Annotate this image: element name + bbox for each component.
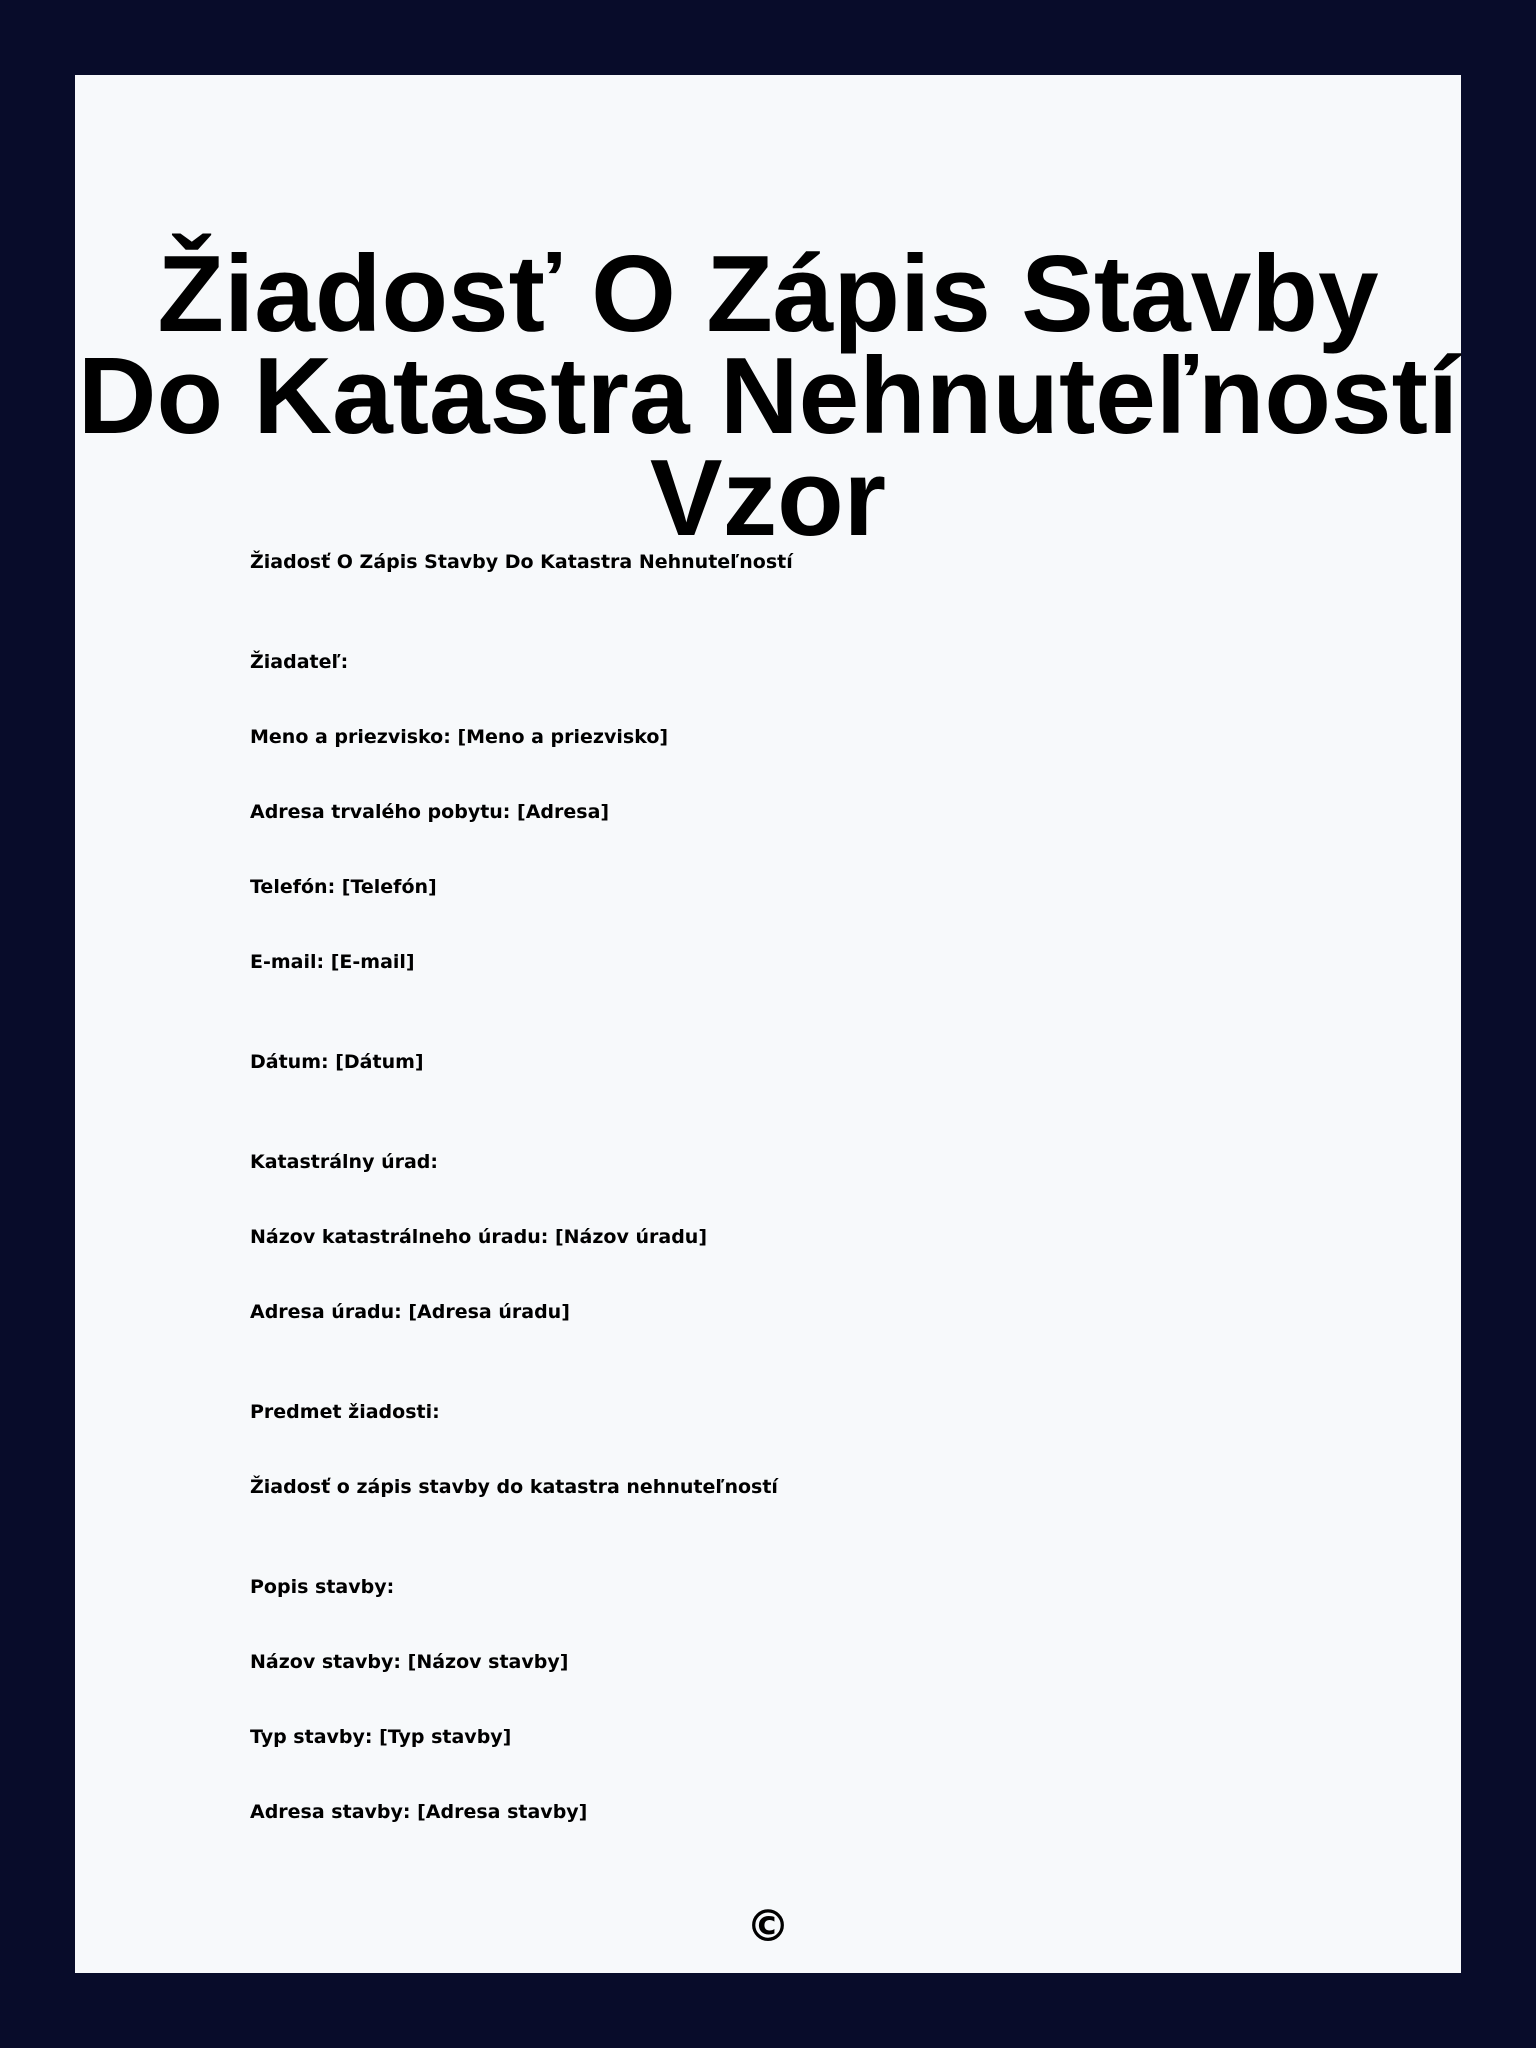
document-page: [75, 75, 1461, 1973]
applicant-phone: Telefón: [Telefón]: [250, 876, 437, 898]
subject-text: Žiadosť o zápis stavby do katastra nehnuteľností: [250, 1476, 778, 1498]
building-address: Adresa stavby: [Adresa stavby]: [250, 1801, 588, 1823]
page-title: Žiadosť O Zápis Stavby Do Katastra Nehnuteľností Vzor: [77, 233, 1459, 559]
office-name: Názov katastrálneho úradu: [Názov úradu]: [250, 1226, 708, 1248]
applicant-name: Meno a priezvisko: [Meno a priezvisko]: [250, 726, 669, 748]
applicant-email: E-mail: [E-mail]: [250, 951, 415, 973]
subject-heading: Predmet žiadosti:: [250, 1401, 440, 1423]
copyright-symbol: ©: [746, 1901, 790, 1952]
office-address: Adresa úradu: [Adresa úradu]: [250, 1301, 570, 1323]
document-subtitle: Žiadosť O Zápis Stavby Do Katastra Nehnuteľností: [250, 551, 793, 573]
office-heading: Katastrálny úrad:: [250, 1151, 438, 1173]
building-type: Typ stavby: [Typ stavby]: [250, 1726, 512, 1748]
building-heading: Popis stavby:: [250, 1576, 395, 1598]
applicant-heading: Žiadateľ:: [250, 651, 349, 673]
building-name: Názov stavby: [Názov stavby]: [250, 1651, 569, 1673]
applicant-address: Adresa trvalého pobytu: [Adresa]: [250, 801, 610, 823]
date-line: Dátum: [Dátum]: [250, 1051, 424, 1073]
